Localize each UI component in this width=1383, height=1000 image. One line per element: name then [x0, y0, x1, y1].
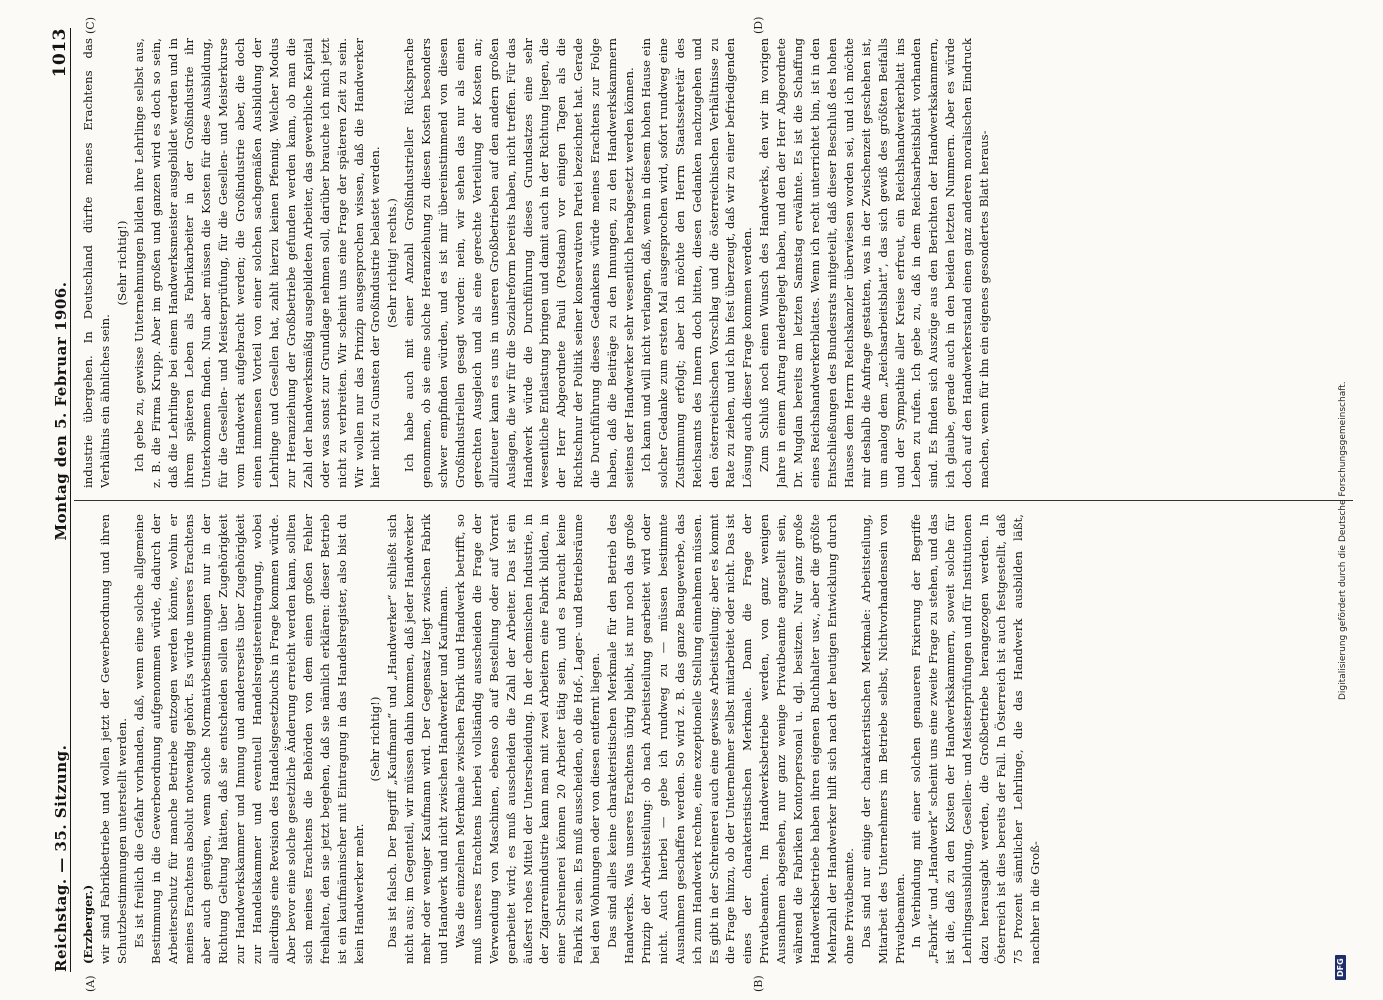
interjection: (Sehr richtig!) [368, 696, 383, 782]
column-divider [74, 500, 1353, 501]
paragraph: Das sind nur einige der charakteristischen Merkmale: Arbeitsteilung, Mitarbeit des Unternehmers im Betriebe selbst, Nichtvorhandensein von Privatbeamten. [858, 514, 907, 964]
dfg-logo: DFG [1335, 955, 1346, 980]
paragraph: Es ist freilich die Gefahr vorhanden, daß, wenn eine solche allgemeine Bestimmung in die Gewerbeordnung aufgenommen würde, dadurch der Arbeiterschutz für manche Betriebe entzogen werden könnte, wohin er meines Erachtens absolut notwendig gehört. Es würde unseres Erachtens aber auch genügen, wenn solche Normativbestimmungen nur in der Richtung Geltung hätten, daß sie entscheiden sollen über Zugehörigkeit zur Handwerkskammer und Innung und andererseits über Zugehörigkeit zur Handelskammer und eventuell Handelsregistereintragung, wobei allerdings eine Revision des Handelsgesetzbuchs in Frage kommen würde. Aber bevor eine solche gesetzliche Änderung erreicht werden kann, sollten sich meines Erachtens die Behörden von dem einen großen Fehler freihalten, den sie jetzt begehen, daß sie nämlich erklären: dieser Betrieb ist ein kaufmännischer mit Eintragung in das Handelsregister, also bist du kein Handwerker mehr. [131, 514, 366, 964]
margin-mark-b: (B) [752, 975, 765, 992]
speaker-name: (Erzberger.) [81, 884, 95, 964]
page-number: 1013 [50, 28, 70, 78]
header-date: Montag den 5. Februar 1906. [52, 281, 70, 541]
paragraph: industrie übergehen. In Deutschland dürfte meines Erachtens das Verhältnis ein ähnliches sein. [81, 38, 112, 488]
paragraph: Ich gebe zu, gewisse Unternehmungen bilden ihre Lehrlinge selbst aus, z. B. die Firma Krupp. Aber im großen und ganzen wird es doch so sein, daß die Lehrlinge bei einem Handwerksmeister ausgebildet werden und in ihrem späteren Leben als Fabrikarbeiter in der Großindustrie ihr Unterkommen finden. Nun aber müssen die Kosten für diese Ausbildung, für die Gesellen- und Meisterprüfung, für die Gesellen- und Meisterkurse vom Handwerk aufgebracht werden; die Großindustrie aber, die doch einen immensen Vorteil von einer solchen sachgemäßen Ausbildung der Lehrlinge und Gesellen hat, zahlt hierzu keinen Pfennig. Welcher Modus zur Heranziehung der Großbetriebe gefunden werden kann, ob man die Zahl der handwerksmäßig ausgebildeten Arbeiter, das gewerbliche Kapital oder was sonst zur Grundlage nehmen soll, darüber brauche ich mich jetzt nicht zu verbreiten. Wir scheint uns eine Frage der späteren Zeit zu sein. Wir wollen nur das Prinzip ausgesprochen wissen, daß die Handwerker hier nicht zu Gunsten der Großindustrie belastet werden. [131, 38, 383, 488]
margin-mark-a: (A) [84, 975, 97, 992]
paragraph: In Verbindung mit einer solchen genaueren Fixierung der Begriffe „Fabrik“ und „Handwerk“ scheint uns eine zweite Frage zu stehen, und das ist die, daß zu den Kosten der Handwerkskammern, soweit solche für Lehrlingsausbildung, Gesellen- und Meisterprüfungen und für Institutionen dazu herausgabt werden, die Großbetriebe herangezogen werden. In Österreich ist dies bereits der Fall. In Österreich ist auch festgestellt, daß 75 Prozent sämtlicher Lehrlinge, die das Handwerk ausbilden läßt, nachher in die Groß- [909, 514, 1042, 964]
header-session: Reichstag. — 35. Sitzung. [52, 744, 70, 972]
paragraph: Zum Schluß noch einen Wunsch des Handwerks, den wir im vorigen Jahre in einem Antrag niedergelegt haben, und den der Herr Abgeordnete Dr. Mugdan bereits am letzten Samstag erwähnte. Es ist die Schaffung eines Reichshandwerkerblattes. Wenn ich recht unterrichtet bin, ist in den Entschließungen des Bundesrats mitgeteilt, daß dieser Beschluß des hohen Hauses dem Herrn Reichskanzler überwiesen worden sei, und ich möchte mir deshalb die Anfrage gestatten, was in der Zwischenzeit geschehen ist, um analog dem „Reichsarbeitsblatt“, das sich gewiß des größten Beifalls und der Sympathie aller Kreise erfreut, ein Reichshandwerkerblatt ins Leben zu rufen. Ich gebe zu, daß in dem Reichsarbeitsblatt vorhanden sind. Es finden sich Auszüge aus den Berichten der Handwerkskammern, ich glaube, gerade auch in den beiden letzten Nummern. Aber es würde doch auf den Handwerkerstand einen ganz anderen moralischen Eindruck machen, wenn für ihn ein eigenes gesondertes Blatt heraus- [757, 38, 992, 488]
right-column [80, 38, 1355, 488]
left-column [80, 514, 1355, 964]
paragraph: Das ist falsch. Der Begriff „Kaufmann“ und „Handwerker“ schließt sich nicht aus; im Gegenteil, wir müssen dahin kommen, daß jeder Handwerker mehr oder weniger Kaufmann wird. Der Gegensatz liegt zwischen Fabrik und Handwerk und nicht zwischen Handwerker und Kaufmann. [385, 514, 451, 964]
interjection: (Sehr richtig!) [114, 220, 129, 306]
margin-mark-d: (D) [752, 16, 765, 34]
interjection: (Sehr richtig! rechts.) [385, 198, 400, 328]
paragraph: Ich kann und will nicht verlangen, daß, wenn in diesem hohen Hause ein solcher Gedanke zum ersten Mal ausgesprochen wird, sofort rundweg eine Zustimmung erfolgt; aber ich möchte den Herrn Staatssekretär des Reichsamts des Innern doch bitten, diesen Gedanken nachzugehen und den österreichischen Vorschlag und die österreichischen Verhältnisse zu Rate zu ziehen, und ich bin fest überzeugt, daß wir zu einer befriedigenden Lösung auch dieser Frage kommen werden. [638, 38, 755, 488]
margin-mark-c: (C) [84, 17, 97, 34]
paragraph: Was die einzelnen Merkmale zwischen Fabrik und Handwerk betrifft, so muß unseres Erachtens hierbei vollständig ausscheiden die Frage der Verwendung von Maschinen, ebenso ob auf Bestellung oder auf Vorrat gearbeitet wird; es muß ausscheiden die Zahl der Arbeiter. Das ist ein äußerst rohes Mittel der Unterscheidung. In der chemischen Industrie, in der Zigarrenindustrie kann man mit zwei Arbeitern eine Fabrik bilden, in einer Schreinerei können 20 Arbeiter tätig sein, und es braucht keine Fabrik zu sein. Es muß ausscheiden, ob die Hof-, Lager- und Betriebsräume bei den Wohnungen oder von diesen entfernt liegen. [452, 514, 603, 964]
page-header [40, 28, 71, 972]
paragraph: wir sind Fabrikbetriebe und wollen jetzt der Gewerbeordnung und ihren Schutzbestimmungen unterstellt werden. [97, 514, 129, 964]
paragraph: Ich habe auch mit einer Anzahl Großindustrieller Rücksprache genommen, ob sie eine solche Heranziehung zu diesen Kosten besonders schwer empfinden würden, und es ist mir übereinstimmend von diesen Großindustriellen gesagt worden: nein, wir sehen das nur als einen gerechten Ausgleich und als eine gerechte Verteilung der Kosten an; allzuteuer kann es uns in unseren Großbetrieben auf den andern großen Auslagen, die wir für die Sozialreform bereits haben, nicht treffen. Für das Handwerk würde die Durchführung dieses Grundsatzes eine sehr wesentliche Entlastung bringen und damit auch in der Richtung liegen, die der Herr Abgeordnete Pauli (Potsdam) vor einigen Tagen als die Richtschnur der Politik seiner konservativen Partei bezeichnet hat. Gerade die Durchführung dieses Gedankens würde meines Erachtens zur Folge haben, daß die Beiträge zu den Innungen, zu den Handwerkskammern seitens der Handwerker sehr wesentlich herabgesetzt werden können. [402, 38, 636, 488]
digitization-credit: Digitalisierung gefördert durch die Deutsche Forschungsgemeinschaft. [1338, 381, 1348, 700]
paragraph: Das sind alles keine charakteristischen Merkmale für den Betrieb des Handwerks. Was unseres Erachtens übrig bleibt, ist nur noch das große Prinzip der Arbeitsteilung: ob nach Arbeitsteilung gearbeitet wird oder nicht. Auch hierbei — gebe ich rundweg zu — müssen bestimmte Ausnahmen geschaffen werden. So wird z. B. das ganze Baugewerbe, das ich zum Handwerk rechne, eine exzeptionelle Stellung einnehmen müssen. Es gibt in der Schreinerei auch eine gewisse Arbeitsteilung; aber es kommt die Frage hinzu, ob der Unternehmer selbst mitarbeitet oder nicht. Das ist eines der charakteristischen Merkmale. Dann die Frage der Privatbeamten. Im Handwerksbetriebe werden, von ganz wenigen Ausnahmen abgesehen, nur ganz wenige Privatbeamte angestellt sein, während die Fabriken Kontorpersonal u. dgl. besitzen. Nur ganz große Handwerksbetriebe haben ihren eigenen Buchhalter usw., aber die größte Mehrzahl der Handwerker hilft sich nach der heutigen Entwicklung durch ohne Privatbeamte. [605, 514, 856, 964]
